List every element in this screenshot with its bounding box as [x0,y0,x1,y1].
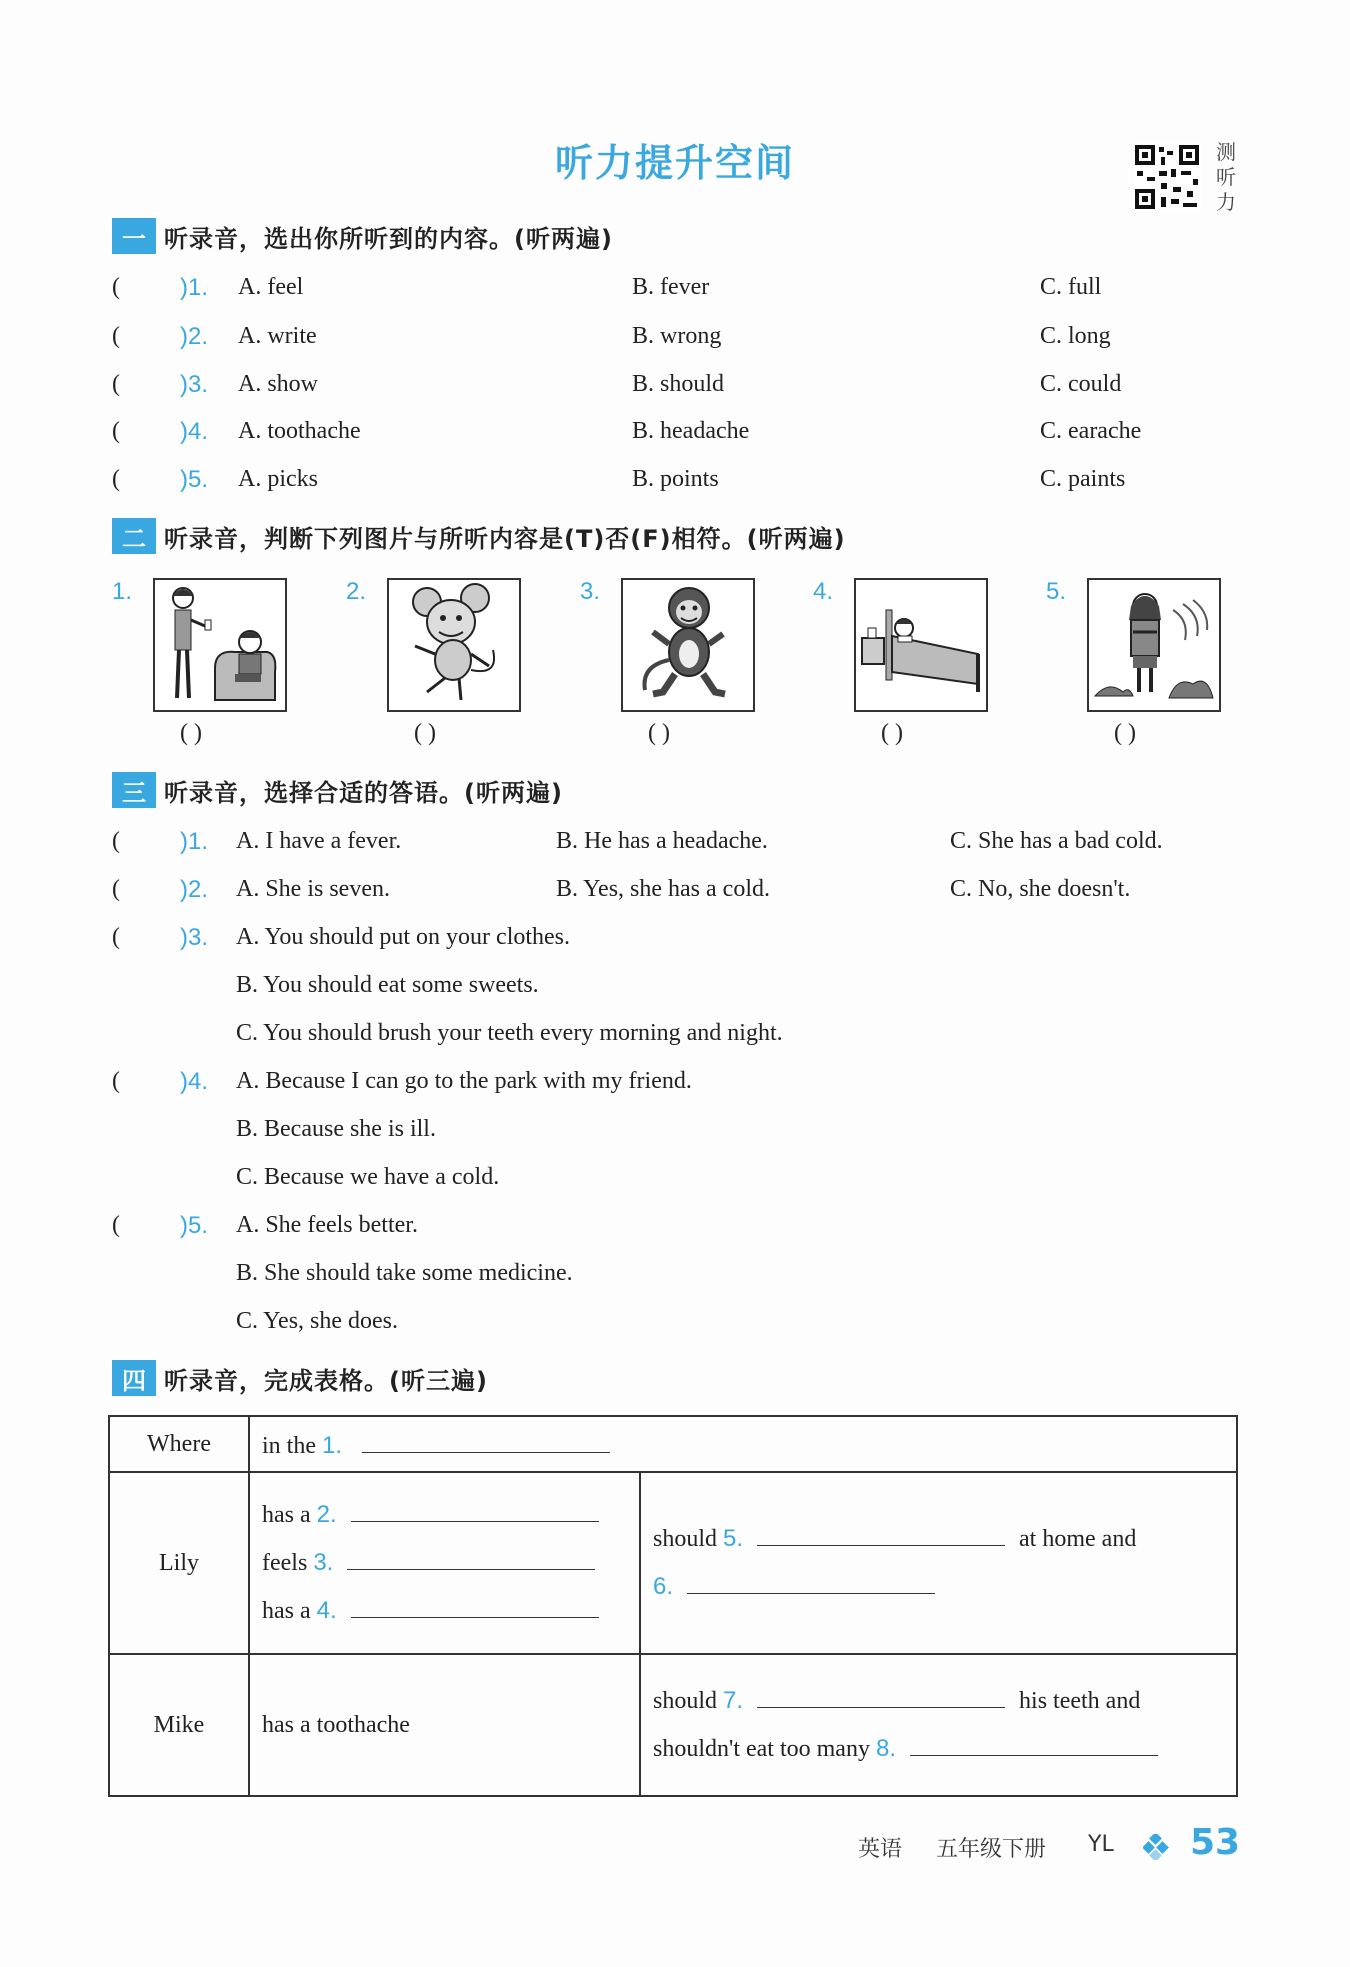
option-a: A. She feels better. [236,1212,418,1238]
lily-right-cell: should 5. at home and 6. [640,1472,1237,1654]
qr-caption: 测 听 力 [1216,140,1236,214]
footer-grade: 五年级下册 [936,1837,1047,1862]
section-instruction: 听录音，选出你所听到的内容。(听两遍) [164,224,613,253]
section-number-badge: 四 [112,1360,156,1396]
answer-paren-open[interactable]: ( [112,418,120,444]
option-b: B. wrong [632,323,722,349]
section-instruction: 听录音，判断下列图片与所听内容是(T)否(F)相符。(听两遍) [164,524,846,553]
row-label-lily: Lily [109,1472,249,1654]
option-b: B. He has a headache. [556,828,768,854]
option-b: B. fever [632,274,710,300]
question-number: )3. [180,371,209,398]
row-label-where: Where [109,1416,249,1472]
option-c: C. No, she doesn't. [950,876,1131,902]
fill-in-table [108,1415,1238,1797]
answer-line-2[interactable] [351,1497,599,1522]
question-number: )5. [180,466,209,493]
option-b: B. Because she is ill. [236,1116,436,1142]
option-c: C. long [1040,323,1111,349]
answer-paren-open[interactable]: ( [112,1068,120,1094]
answer-blank[interactable]: ( ) [881,720,903,746]
page-number: 53 [1190,1822,1241,1863]
option-a: A. write [238,323,317,349]
footer-edition: YL [1088,1832,1114,1857]
picture-monkey [621,578,755,712]
option-a: A. feel [238,274,304,300]
section-1-heading [112,216,613,256]
question-number: )4. [180,1068,209,1095]
option-b: B. Yes, she has a cold. [556,876,770,902]
answer-blank[interactable]: ( ) [1114,720,1136,746]
question-number: )2. [180,876,209,903]
section-instruction: 听录音，完成表格。(听三遍) [164,1366,488,1395]
option-a: A. toothache [238,418,361,444]
answer-line-8[interactable] [910,1731,1158,1756]
answer-blank[interactable]: ( ) [648,720,670,746]
option-a: A. Because I can go to the park with my friend. [236,1068,692,1094]
page-title: 听力提升空间 [554,141,795,185]
answer-paren-open[interactable]: ( [112,466,120,492]
option-c: C. full [1040,274,1102,300]
lily-left-cell: has a 2. feels 3. has a 4. [249,1472,640,1654]
option-a: A. picks [238,466,318,492]
picture-number: 3. [580,578,601,605]
option-c: C. Because we have a cold. [236,1164,500,1190]
question-number: )2. [180,323,209,350]
picture-number: 5. [1046,578,1067,605]
section-instruction: 听录音，选择合适的答语。(听两遍) [164,778,563,807]
picture-number: 4. [813,578,834,605]
section-number-badge: 二 [112,518,156,554]
option-b: B. She should take some medicine. [236,1260,573,1286]
option-b: B. headache [632,418,750,444]
option-c: C. paints [1040,466,1126,492]
option-c: C. Yes, she does. [236,1308,399,1334]
section-number-badge: 三 [112,772,156,808]
answer-paren-open[interactable]: ( [112,371,120,397]
option-a: A. show [238,371,319,397]
answer-blank[interactable]: ( ) [180,720,202,746]
answer-blank[interactable]: ( ) [414,720,436,746]
question-number: )1. [180,828,209,855]
picture-sick-in-bed [854,578,988,712]
option-a: A. I have a fever. [236,828,402,854]
diamond-icon [1143,1834,1169,1860]
answer-line-7[interactable] [757,1683,1005,1708]
option-c: C. could [1040,371,1122,397]
section-4-heading [112,1358,488,1398]
question-number: )5. [180,1212,209,1239]
picture-number: 1. [112,578,133,605]
answer-paren-open[interactable]: ( [112,828,120,854]
answer-line-3[interactable] [347,1545,595,1570]
option-c: C. She has a bad cold. [950,828,1163,854]
footer-subject: 英语 [858,1837,903,1862]
answer-paren-open[interactable]: ( [112,924,120,950]
answer-paren-open[interactable]: ( [112,323,120,349]
answer-paren-open[interactable]: ( [112,274,120,300]
answer-line-5[interactable] [757,1521,1005,1546]
qr-code-icon [1133,143,1201,211]
option-b: B. You should eat some sweets. [236,972,539,998]
row-label-mike: Mike [109,1654,249,1796]
answer-paren-open[interactable]: ( [112,876,120,902]
option-a: A. She is seven. [236,876,390,902]
option-c: C. earache [1040,418,1142,444]
picture-woman-and-boy [153,578,287,712]
question-number: )3. [180,924,209,951]
answer-paren-open[interactable]: ( [112,1212,120,1238]
section-3-heading [112,770,563,810]
question-number: )1. [180,274,209,301]
answer-line-4[interactable] [351,1593,599,1618]
picture-girl-in-wind [1087,578,1221,712]
picture-number: 2. [346,578,367,605]
mike-left-cell: has a toothache [249,1654,640,1796]
option-b: B. should [632,371,725,397]
answer-line-1[interactable] [362,1428,610,1453]
blank-number: 1. [322,1432,343,1459]
option-c: C. You should brush your teeth every morning and night. [236,1020,783,1046]
option-a: A. You should put on your clothes. [236,924,571,950]
picture-mouse [387,578,521,712]
where-cell: in the 1. [249,1416,1237,1472]
question-number: )4. [180,418,209,445]
section-2-heading [112,516,846,556]
mike-right-cell: should 7. his teeth and shouldn't eat too many 8. [640,1654,1237,1796]
option-b: B. points [632,466,719,492]
answer-line-6[interactable] [687,1569,935,1594]
section-number-badge: 一 [112,218,156,254]
